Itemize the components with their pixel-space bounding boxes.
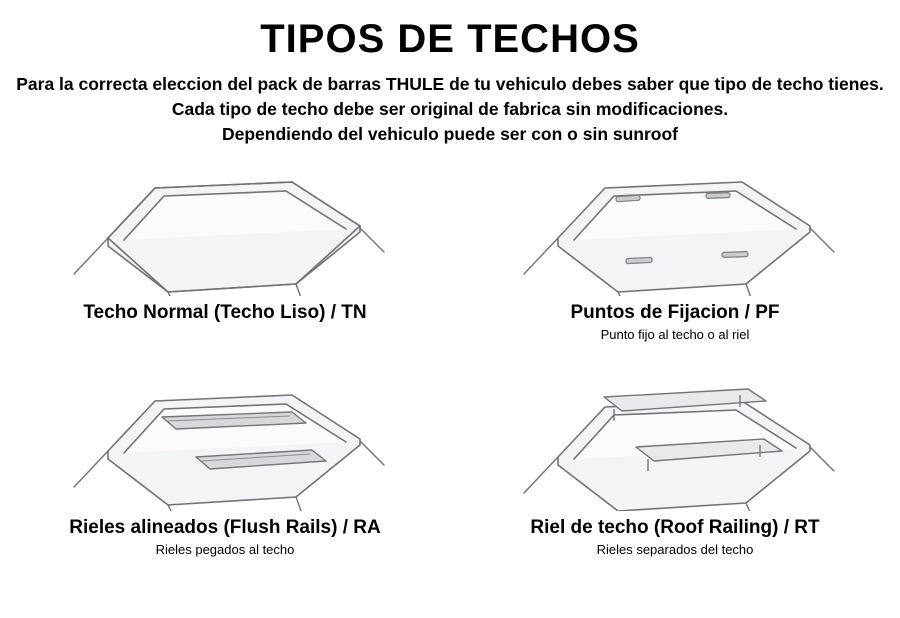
rieles-alineados-illustration [60, 371, 390, 511]
roof-type-card-riel-de-techo [450, 371, 900, 576]
roof-type-card-puntos-de-fijacion [450, 166, 900, 371]
roof-type-label: Riel de techo (Roof Railing) / RT [530, 517, 820, 538]
roof-type-label: Techo Normal (Techo Liso) / TN [83, 302, 367, 323]
subtitle-line-2: Cada tipo de techo debe ser original de fabrica sin modificaciones. [171, 98, 729, 119]
subtitle-block [0, 72, 900, 147]
roof-type-label: Puntos de Fijacion / PF [570, 302, 780, 323]
roof-type-card-rieles-alineados [0, 371, 450, 576]
roof-type-note: Rieles separados del techo [596, 542, 754, 557]
roof-type-card-techo-normal [0, 166, 450, 371]
techo-normal-illustration [60, 166, 390, 296]
subtitle-line-1: Para la correcta eleccion del pack de barras THULE de tu vehiculo debes saber que tipo de techo tienes. [16, 74, 884, 94]
roof-types-grid [0, 166, 900, 576]
subtitle-line-3: Dependiendo del vehiculo puede ser con o sin sunroof [221, 123, 679, 144]
roof-type-note: Punto fijo al techo o al riel [600, 327, 750, 342]
infographic-page [0, 18, 900, 618]
roof-type-label: Rieles alineados (Flush Rails) / RA [69, 517, 381, 538]
puntos-de-fijacion-illustration [510, 166, 840, 296]
page-title: TIPOS DE TECHOS [260, 17, 640, 61]
riel-de-techo-illustration [510, 371, 840, 511]
roof-type-note: Rieles pegados al techo [155, 542, 295, 557]
